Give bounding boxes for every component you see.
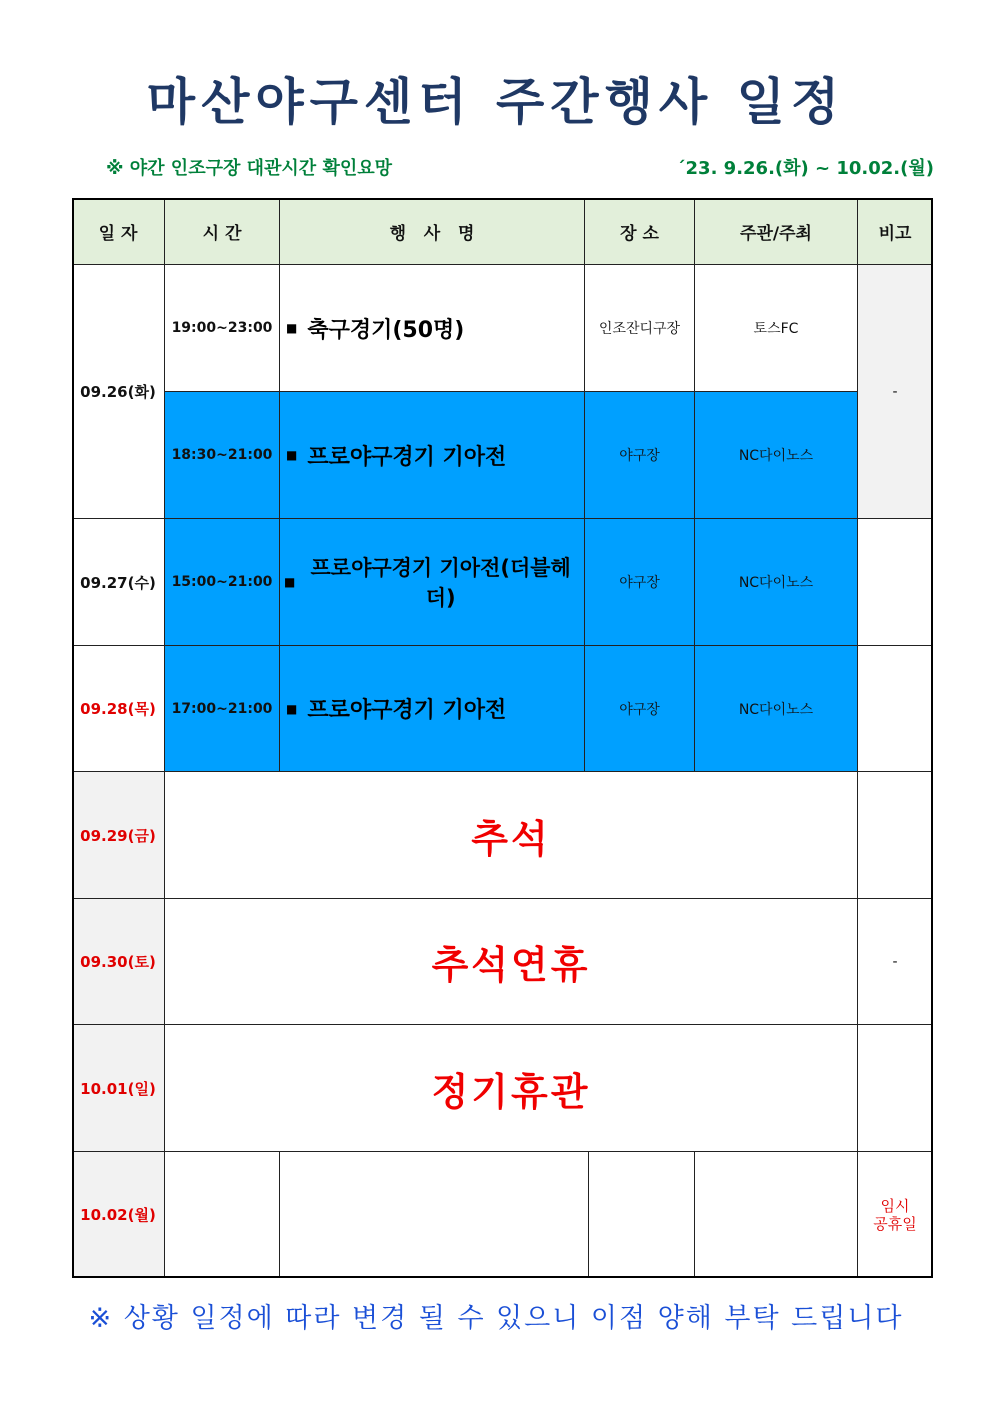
empty-cell <box>280 1152 589 1278</box>
page-title: 마산야구센터 주간행사 일정 <box>146 73 846 131</box>
event-name: 축구경기(50명) <box>307 317 465 343</box>
event-name: 프로야구경기 기아전(더블헤더) <box>310 556 571 610</box>
remark-cell <box>858 519 933 646</box>
date-cell: 09.29(금) <box>72 772 165 899</box>
date-cell: 09.26(화) <box>72 265 165 519</box>
header-event: 행 사 명 <box>280 198 585 265</box>
bullet-icon: ■ <box>284 575 296 589</box>
night-field-note: ※ 야간 인조구장 대관시간 확인요망 <box>106 158 392 179</box>
header-place: 장 소 <box>585 198 695 265</box>
date-cell: 10.01(일) <box>72 1025 165 1152</box>
footer-notice: ※ 상황 일정에 따라 변경 될 수 있으니 이점 양해 부탁 드립니다 <box>88 1303 904 1334</box>
time-cell: 17:00~21:00 <box>165 646 280 772</box>
date-cell: 09.30(토) <box>72 899 165 1025</box>
event-name: 프로야구경기 기아전 <box>307 698 507 723</box>
host-cell: NC다이노스 <box>695 646 858 772</box>
empty-cell <box>695 1152 858 1278</box>
header-remark: 비고 <box>858 198 933 265</box>
time-cell: 18:30~21:00 <box>165 392 280 519</box>
remark-cell <box>858 646 933 772</box>
holiday-cell: 정기휴관 <box>165 1025 858 1152</box>
host-cell: NC다이노스 <box>695 519 858 646</box>
host-cell: NC다이노스 <box>695 392 858 519</box>
holiday-cell: 추석연휴 <box>165 899 858 1025</box>
place-cell: 인조잔디구장 <box>585 265 695 392</box>
remark-cell: 임시 공휴일 <box>858 1152 933 1278</box>
remark-cell: - <box>858 899 933 1025</box>
remark-cell <box>858 772 933 899</box>
bullet-icon: ■ <box>286 701 298 716</box>
bullet-icon: ■ <box>286 448 298 462</box>
remark-cell: - <box>858 265 933 519</box>
place-cell: 야구장 <box>585 646 695 772</box>
holiday-cell: 추석 <box>165 772 858 899</box>
event-cell <box>280 519 585 646</box>
event-cell <box>280 646 585 772</box>
schedule-period: ´23. 9.26.(화) ~ 10.02.(월) <box>676 158 934 179</box>
header-date: 일 자 <box>72 198 165 265</box>
remark-cell <box>858 1025 933 1152</box>
empty-cell <box>165 1152 280 1278</box>
event-cell <box>280 392 585 519</box>
date-cell: 09.27(수) <box>72 519 165 646</box>
event-name: 프로야구경기 기아전 <box>307 444 507 470</box>
time-cell: 15:00~21:00 <box>165 519 280 646</box>
time-cell: 19:00~23:00 <box>165 265 280 392</box>
place-cell: 야구장 <box>585 392 695 519</box>
date-cell: 10.02(월) <box>72 1152 165 1278</box>
empty-cell <box>589 1152 695 1278</box>
header-host: 주관/주최 <box>695 198 858 265</box>
host-cell: 토스FC <box>695 265 858 392</box>
header-time: 시 간 <box>165 198 280 265</box>
event-cell <box>280 265 585 392</box>
bullet-icon: ■ <box>286 321 298 335</box>
date-cell: 09.28(목) <box>72 646 165 772</box>
place-cell: 야구장 <box>585 519 695 646</box>
